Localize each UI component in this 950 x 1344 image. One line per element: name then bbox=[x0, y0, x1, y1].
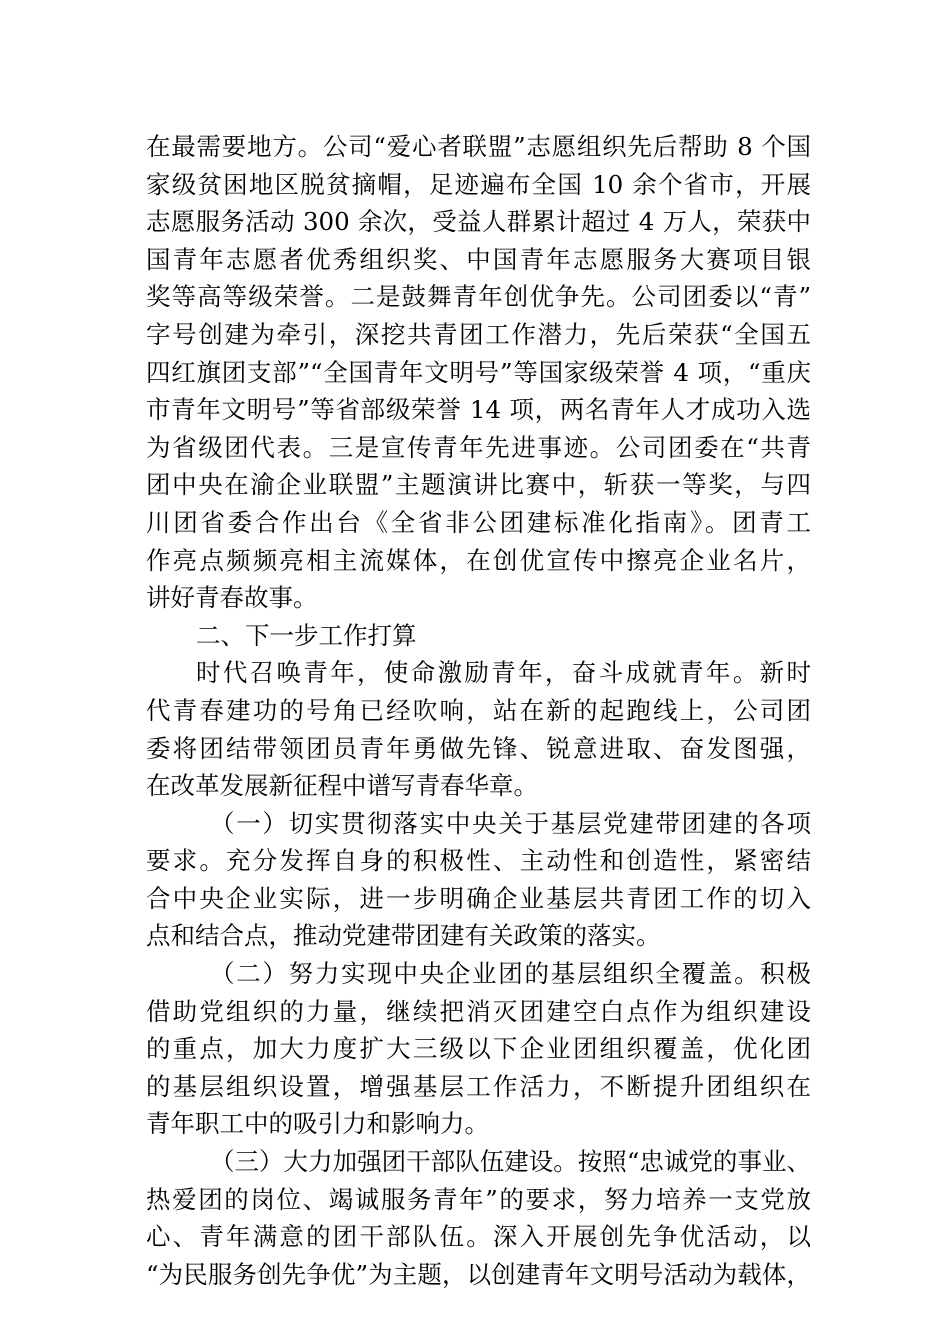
text-line: 国青年志愿者优秀组织奖、中国青年志愿服务大赛项目银 bbox=[146, 244, 811, 274]
document-body bbox=[146, 128, 811, 1293]
text-line: 奖等高等级荣誉。二是鼓舞青年创优争先。公司团委以“青” bbox=[146, 282, 811, 312]
text-line: 字号创建为牵引，深挖共青团工作潜力，先后荣获“全国五 bbox=[146, 319, 811, 349]
text-line: （三）大力加强团干部队伍建设。按照“忠诚党的事业、 bbox=[210, 1147, 811, 1177]
text-line: （一）切实贯彻落实中央关于基层党建带团建的各项 bbox=[210, 808, 811, 838]
paragraph-item-1 bbox=[146, 805, 811, 955]
paragraph-item-3 bbox=[146, 1143, 811, 1293]
text-line: 家级贫困地区脱贫摘帽，足迹遍布全国 10 余个省市，开展 bbox=[146, 169, 811, 199]
text-line: 心、青年满意的团干部队伍。深入开展创先争优活动，以 bbox=[146, 1222, 811, 1252]
text-line: 的基层组织设置，增强基层工作活力，不断提升团组织在 bbox=[146, 1071, 811, 1101]
text-line: 点和结合点，推动党建带团建有关政策的落实。 bbox=[146, 921, 661, 951]
paragraph-achievements bbox=[146, 128, 811, 617]
text-line: 时代召唤青年，使命激励青年，奋斗成就青年。新时 bbox=[196, 658, 811, 688]
text-line: “为民服务创先争优”为主题，以创建青年文明号活动为载体， bbox=[146, 1259, 811, 1289]
text-line: 作亮点频频亮相主流媒体，在创优宣传中擦亮企业名片， bbox=[146, 545, 811, 575]
text-line: 川团省委合作出台《全省非公团建标准化指南》。团青工 bbox=[146, 507, 811, 537]
text-line: 合中央企业实际，进一步明确企业基层共青团工作的切入 bbox=[146, 883, 811, 913]
text-line: 市青年文明号”等省部级荣誉 14 项，两名青年人才成功入选 bbox=[146, 395, 811, 425]
text-line: 为省级团代表。三是宣传青年先进事迹。公司团委在“共青 bbox=[146, 432, 811, 462]
text-line: 热爱团的岗位、竭诚服务青年”的要求，努力培养一支党放 bbox=[146, 1184, 811, 1214]
text-line: 讲好青春故事。 bbox=[146, 583, 318, 613]
text-line: （二）努力实现中央企业团的基层组织全覆盖。积极 bbox=[210, 959, 811, 989]
section-heading: 二、下一步工作打算 bbox=[196, 620, 417, 650]
text-line: 志愿服务活动 300 余次，受益人群累计超过 4 万人，荣获中 bbox=[146, 207, 811, 237]
text-line: 委将团结带领团员青年勇做先锋、锐意进取、奋发图强， bbox=[146, 733, 811, 763]
text-line: 团中央在渝企业联盟”主题演讲比赛中，斩获一等奖，与四 bbox=[146, 470, 811, 500]
paragraph-intro bbox=[146, 654, 811, 804]
text-line: 借助党组织的力量，继续把消灭团建空白点作为组织建设 bbox=[146, 996, 811, 1026]
text-line: 在最需要地方。公司“爱心者联盟”志愿组织先后帮助 8 个国 bbox=[146, 132, 811, 161]
text-line: 在改革发展新征程中谱写青春华章。 bbox=[146, 771, 538, 801]
text-line: 要求。充分发挥自身的积极性、主动性和创造性，紧密结 bbox=[146, 846, 811, 876]
text-line: 代青春建功的号角已经吹响，站在新的起跑线上，公司团 bbox=[146, 695, 811, 725]
text-line: 四红旗团支部”“全国青年文明号”等国家级荣誉 4 项，“重庆 bbox=[146, 357, 811, 387]
paragraph-item-2 bbox=[146, 955, 811, 1143]
text-line: 青年职工中的吸引力和影响力。 bbox=[146, 1109, 489, 1139]
text-line: 的重点，加大力度扩大三级以下企业团组织覆盖，优化团 bbox=[146, 1034, 811, 1064]
